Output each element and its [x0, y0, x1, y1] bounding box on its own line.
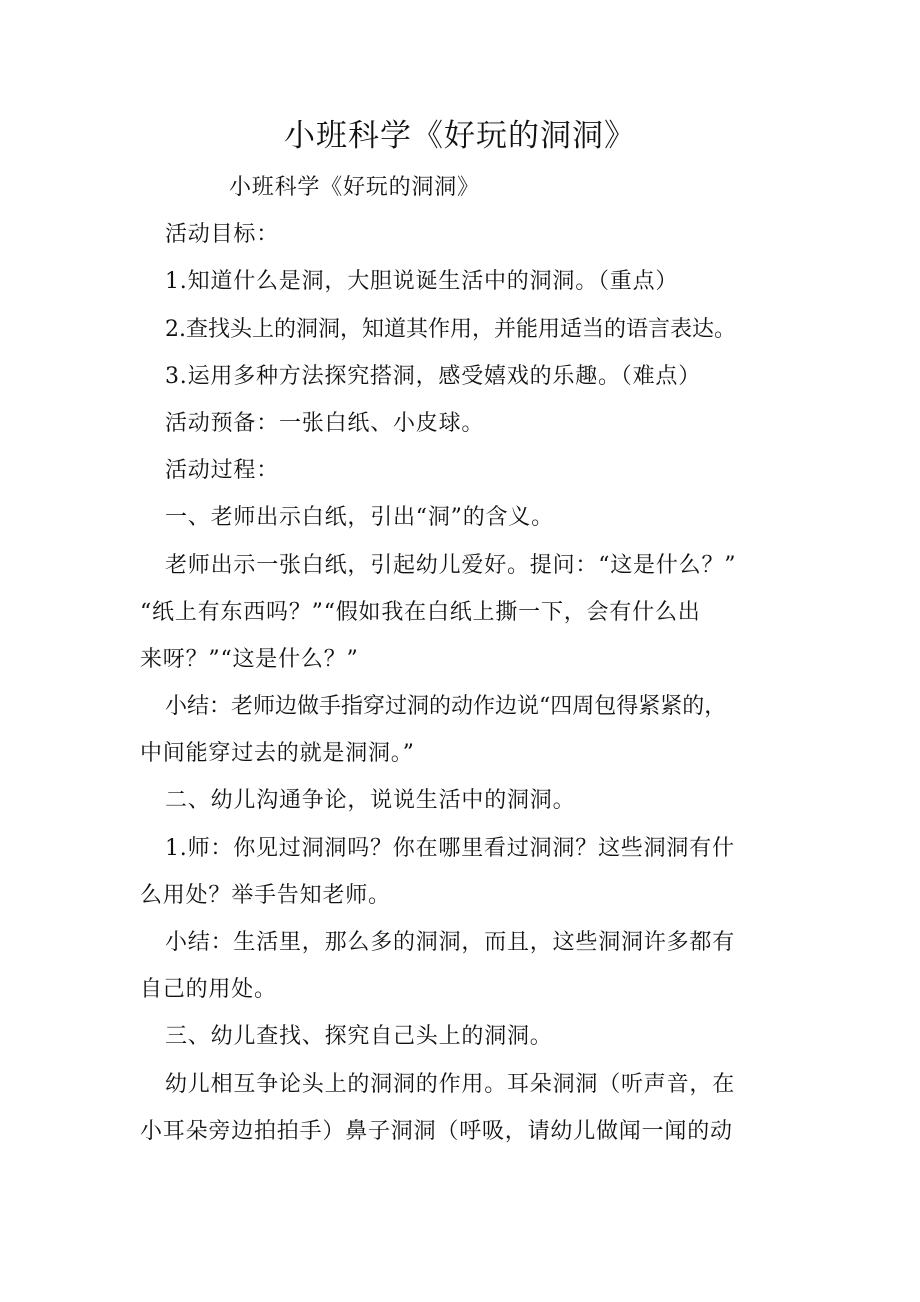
- step-heading-2: 二、幼儿沟通争论，说说生活中的洞洞。: [165, 788, 576, 814]
- paragraph-line: 幼儿相互争论头上的洞洞的作用。耳朵洞洞（听声音，在: [165, 1071, 736, 1097]
- summary-line: 小结：老师边做手指穿过洞的动作边说“四周包得紧紧的，: [165, 694, 727, 720]
- summary-line: 自己的用处。: [140, 977, 277, 1003]
- document-body: [140, 164, 790, 1155]
- objective-item-1: 1.知道什么是洞，大胆说诞生活中的洞洞。（重点）: [165, 269, 679, 295]
- paragraph-line: 来呀？”“这是什么？”: [140, 646, 359, 672]
- paragraph-line: “纸上有东西吗？”“假如我在白纸上撕一下，会有什么出: [140, 599, 701, 625]
- paragraph-line: 小耳朵旁边拍拍手）鼻子洞洞（呼吸，请幼儿做闻一闻的动: [140, 1118, 733, 1144]
- summary-line: 小结：生活里，那么多的洞洞，而且，这些洞洞许多都有: [165, 930, 736, 955]
- question-line: 么用处？举手告知老师。: [140, 882, 391, 908]
- step-heading-3: 三、幼儿查找、探究自己头上的洞洞。: [165, 1024, 553, 1050]
- objective-item-3: 3.运用多种方法探究搭洞，感受嬉戏的乐趣。（难点）: [165, 363, 701, 389]
- preparation-line: 活动预备：一张白纸、小皮球。: [165, 410, 485, 436]
- document-title: 小班科学《好玩的洞洞》: [284, 118, 636, 154]
- summary-line: 中间能穿过去的就是洞洞。”: [140, 741, 415, 767]
- document-subtitle: 小班科学《好玩的洞洞》: [229, 175, 480, 200]
- question-line: 1.师：你见过洞洞吗？你在哪里看过洞洞？这些洞洞有什: [165, 835, 735, 861]
- paragraph-line: 老师出示一张白纸，引起幼儿爱好。提问：“这是什么？”: [165, 552, 737, 578]
- objective-item-2: 2.查找头上的洞洞，知道其作用，并能用适当的语言表达。: [165, 316, 736, 342]
- section-heading-objectives: 活动目标：: [165, 222, 280, 248]
- section-heading-process: 活动过程：: [165, 458, 280, 484]
- step-heading-1: 一、老师出示白纸，引出“洞”的含义。: [165, 505, 554, 531]
